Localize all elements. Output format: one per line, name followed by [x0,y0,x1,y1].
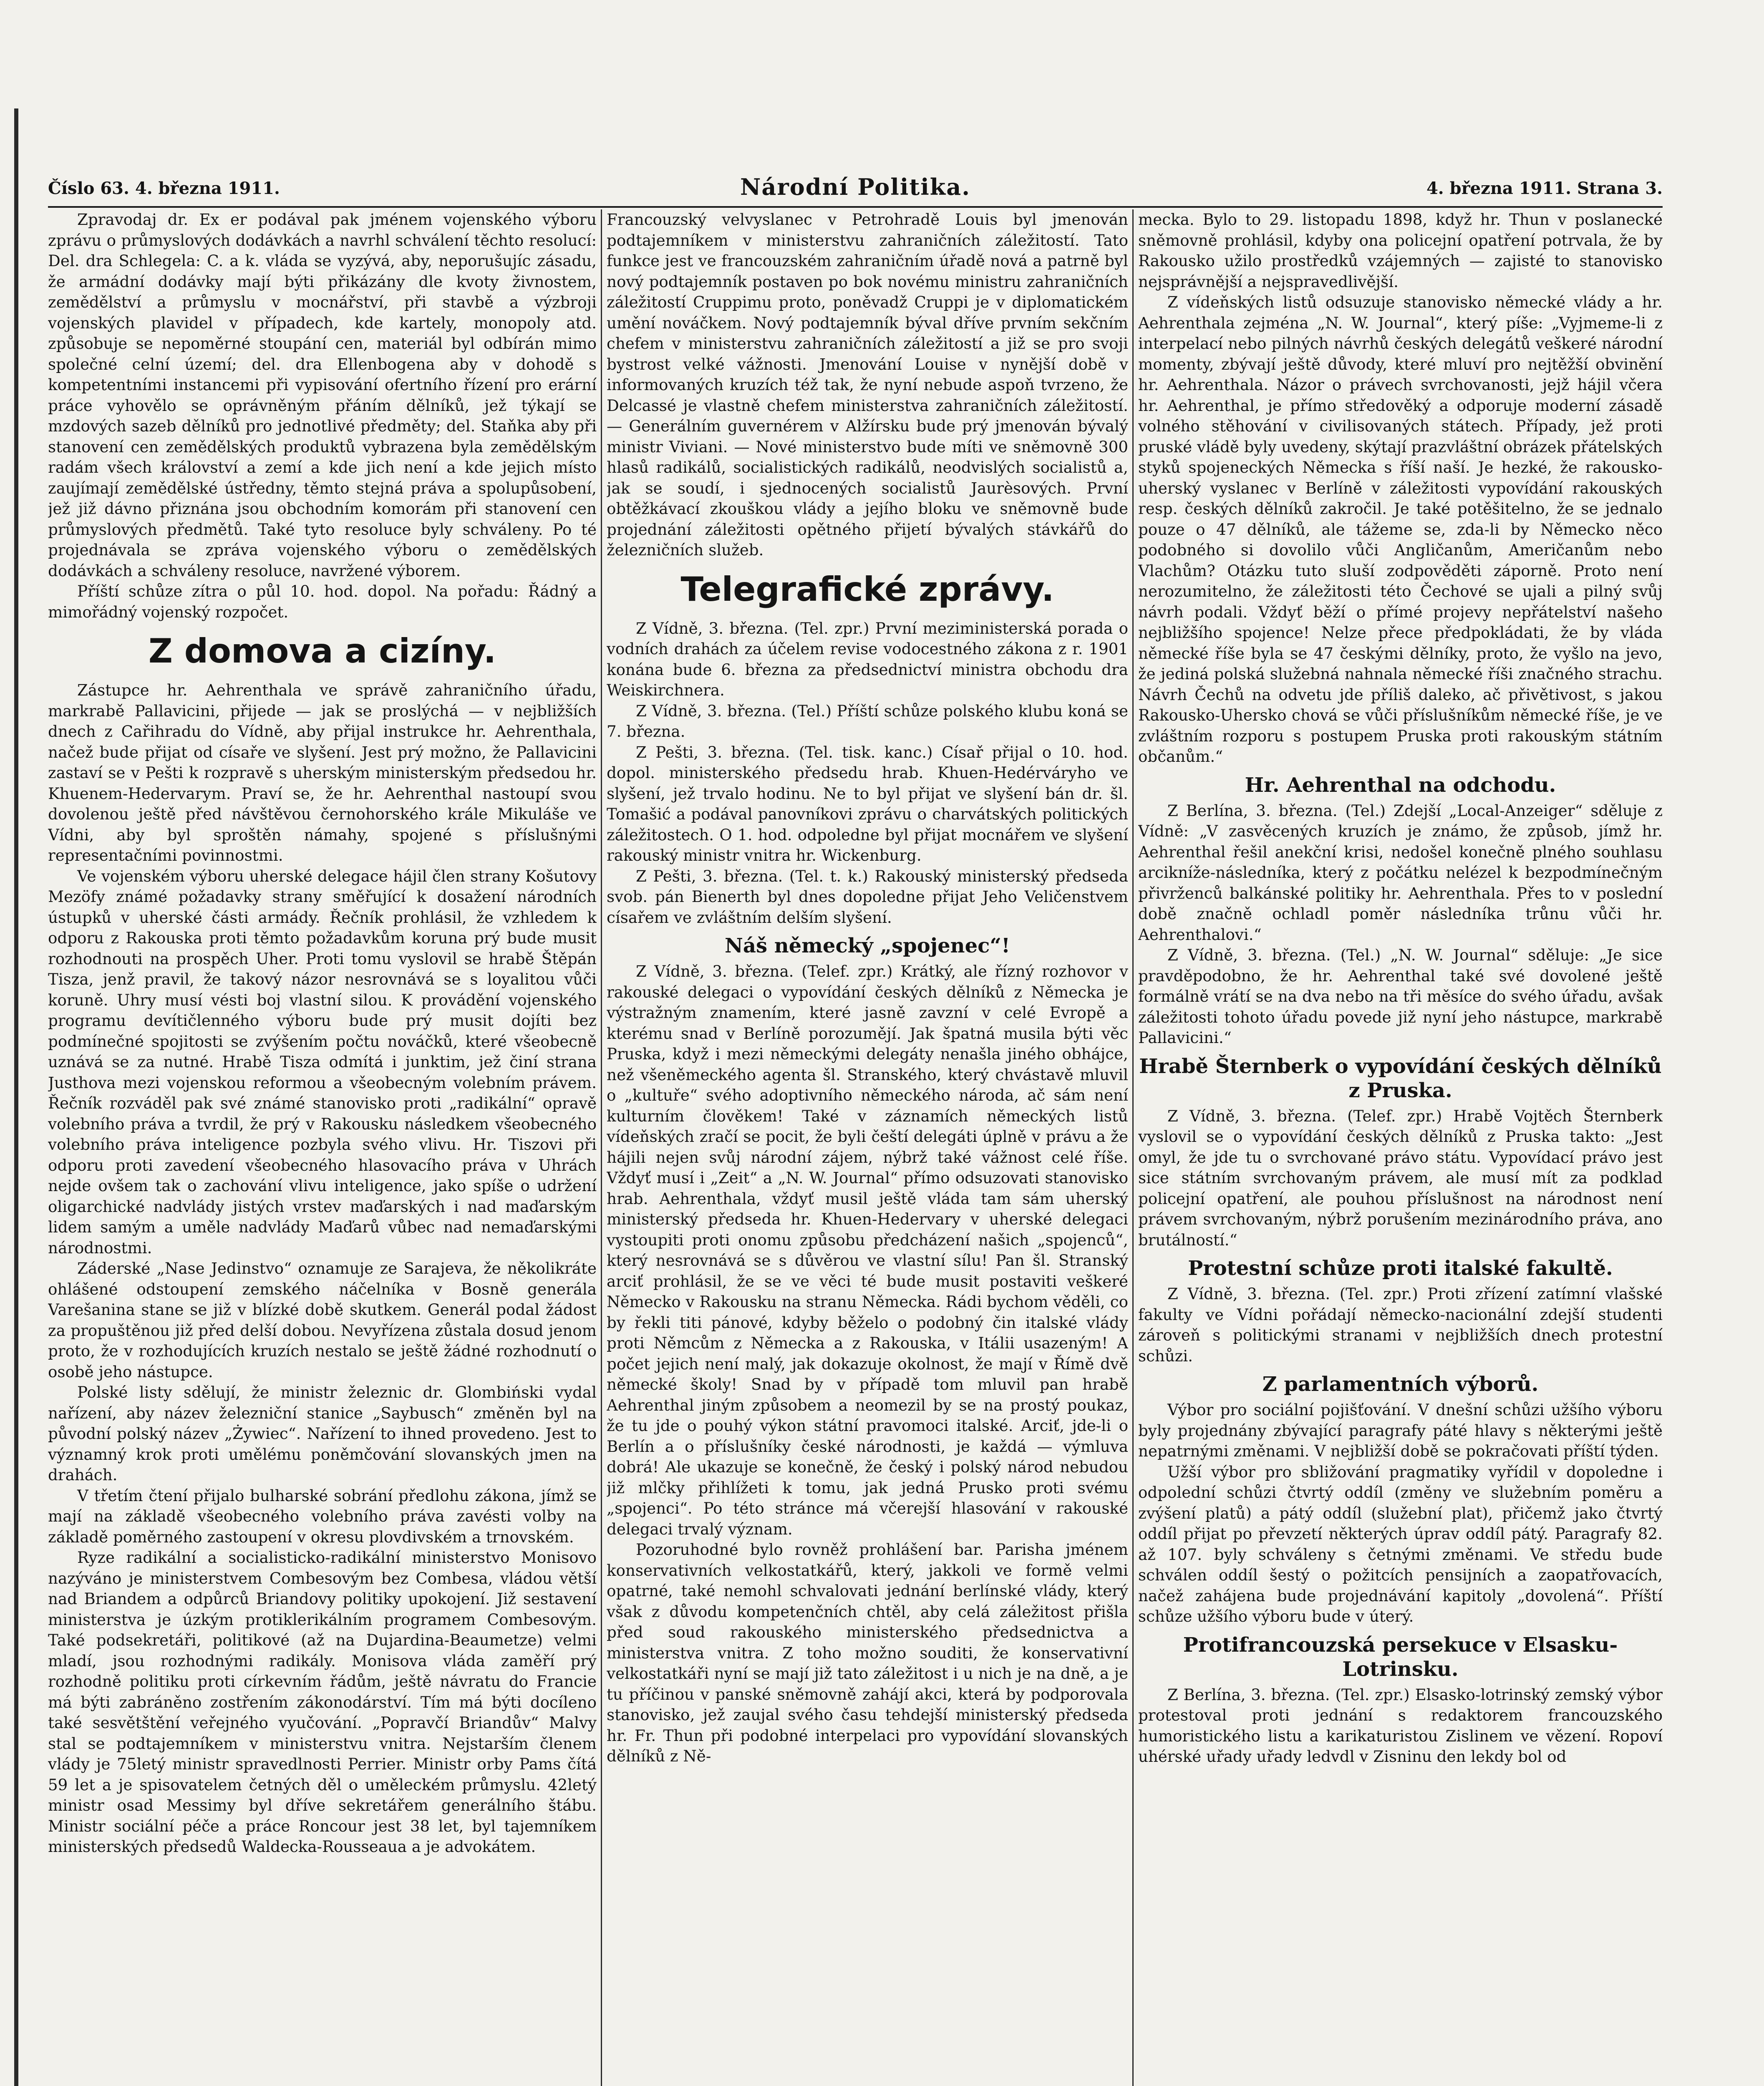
article-paragraph: Z Vídně, 3. března. (Telef. zpr.) Krátký, ale řízný rozhovor v rakouské delegaci o vypovídání českých dělníků z Německa je výstražným znamením, které jasně zavzní v celé Evropě a kterému snad v Berlíně porozumějí. Jak špatná musila býti věc Pruska, když i mezi německými delegáty nenašla jiného obhájce, než všeněmeckého agenta šl. Stranského, který chvástavě mluvil o „kultuře“ svého adoptivního německého národa, ač sám není kulturním člověkem! Také v záznamích německých listů vídeňských zračí se pocit, že byli čeští delegáti úplně v právu a že hájili nejen svůj národní zájem, nýbrž také vážnost celé říše. Vždyť musí i „Zeit“ a „N. W. Journal“ přímo odsuzovati stanovisko hrab. Aehrenthala, vždyť musil ještě vláda tam sám uherský ministerský předseda hr. Khuen-Hedervary v uherské delegaci vystoupiti proti onomu způsobu předcházení našich „spojenců“, který nesrovnává se s důvěrou ve vlastní sílu! Pan šl. Stranský arciť prohlásil, že se ve věci té bude musit postaviti veškeré Německo v Rakousku na stranu Německa. Rádi bychom věděli, co by řekli titi pánové, kdyby běželo o podobný čin italské vlády proti Němcům z Německa a z Rakouska, v Itálii usazeným! A počet jejich není malý, jak dokazuje okolnost, že mají v Římě dvě německé školy! Snad by v případě tom mluvil pan hrabě Aehrenthal jiným způsobem a neomezil by se na prostý poukaz, že tu jde o pouhý výkon státní pravomoci italské. Arciť, jde-li o Berlín a o příslušníky české národnosti, je každá — výmluva dobrá! Ale ukazuje se konečně, že český i polský národ nebudou již mlčky přihlížeti k tomu, jak jedná Prusko proti svému „spojenci“. Po této stránce má včerejší hlasování v rakouské delegaci trvalý význam. [607,962,1128,1538]
section-heading: Telegrafické zprávy. [680,569,1054,609]
article-paragraph: Pozoruhodné bylo rovněž prohlášení bar. Parisha jménem konservativních velkostatkářů, který, jakkoli ve formě velmi opatrné, také nemohl schvalovati jednání berlínské vlády, který však z důvodu kompetenčních chtěl, aby celá záležitost přišla před soud rakouského ministerského předsednictva a ministerstva vnitra. Z toho možno souditi, že konservativní velkostatkáři nyní se mají již tato záležitost i u nich je na dně, a je tu příčinou v panské sněmovně zahájí akci, která by podporovala stanovisko, jež zaujal svého času tehdejší ministerský předseda hr. Fr. Thun při podobné interpelaci pro vypovídání slovanských dělníků z Ně- [607,1540,1128,1765]
article-heading: Protestní schůze proti italské fakultě. [1188,1257,1613,1280]
article-paragraph: Zpravodaj dr. Ex er podával pak jménem vojenského výboru zprávu o průmyslových dodávkách a navrhl schválení těchto resolucí: Del. dra Schlegela: C. a k. vláda se vyzývá, aby, neporušujíc zásadu, že armádní dodávky mají býti přikázány dle kvoty živnostem, zemědělství a průmyslu v mocnářství, při stavbě a výzbroji vojenských plavidel v případech, kde kartely, monopoly atd. způsobuje se nepoměrné stoupání cen, materiál byl odbírán mimo společné celní území; del. dra Ellenbogena aby v dohodě s kompetentními instancemi při vypisování ofertního řízení pro erární práce vyhovělo se oprávněným přáním dělníků, jež týkají se mzdových sazeb dělníků pro jednotlivé předměty; del. Staňka aby při stanovení cen zemědělských produktů vybrazena byla zemědělským radám všech království a zemí a kde jich není a kde jejich místo zaujímají zemědělské ústředny, těmto stejná práva a spolupůsobení, jež již dávno přiznána jsou obchodním komorám při stanovení cen průmyslových předmětů. Také tyto resoluce byly schváleny. Po té projednávala se zpráva vojenského výboru o zemědělských dodávkách a schváleny resoluce, navržené výborem. [48,210,597,580]
article-paragraph: Ve vojenském výboru uherské delegace hájil člen strany Košutovy Mezöfy známé požadavky strany směřující k dosažení národních ústupků v uherské části armády. Řečník prohlásil, že vzhledem k odporu z Rakouska proti těmto požadavkům koruna prý bude musit rozhodnouti na prospěch Uher. Proti tomu vyslovil se hrabě Štěpán Tisza, jenž pravil, že takový názor nesrovnává se s loyalitou vůči koruně. Uhry musí vésti boj vlastní silou. K provádění vojenského programu devítičlenného výboru bude prý musit dojíti bez podmínečné spojitosti se zvýšením počtu nováčků, které všeobecně uznává se za nutné. Hrabě Tisza odmítá i junktim, jež činí strana Justhova mezi vojenskou reformou a všeobecným volebním právem. Řečník rozváděl pak své známé stanovisko proti „radikální“ opravě volebního práva a tvrdil, že prý v Rakousku následkem všeobecného volebního práva inteligence pozbyla svého vlivu. Hr. Tiszovi při odporu proti zavedení všeobecného hlasovacího práva v Uhrách nejde ovšem tak o zachování vlivu inteligence, jako spíše o udržení oligarchické nadvlády jistých vrstev maďarských i nad maďarským lidem samým a uměle nadvlády Maďarů vůbec nad nemaďarskými národnostmi. [48,867,597,1257]
column-3 [1138,209,1663,2086]
telegram-item: Z Pešti, 3. března. (Tel. t. k.) Rakouský ministerský předseda svob. pán Bienerth byl dnes dopoledne přijat Jeho Veličenstvem císařem ve zvláštním delším slyšení. [607,867,1128,927]
header-issue: Číslo 63. 4. března 1911. [48,179,280,198]
article-heading: Hr. Aehrenthal na odchodu. [1245,773,1556,797]
article-paragraph: mecka. Bylo to 29. listopadu 1898, když hr. Thun v poslanecké sněmovně prohlásil, kdyby ona policejní opatření potrvala, že by Rakousko užilo prostředků vzájemných — zajisté to stanovisko nejsprávnější a nejspravedlivější. [1138,210,1663,291]
telegram-item: Z Vídně, 3. března. (Tel.) Příští schůze polského klubu koná se 7. března. [607,701,1128,741]
article-paragraph: Polské listy sdělují, že ministr železnic dr. Glombiński vydal nařízení, aby název železniční stanice „Saybusch“ změněn byl na původní polský název „Żywiec“. Nařízení to ihned provedeno. Jest to významný krok proti umělému poněmčování slovanských jmen na drahách. [48,1383,597,1484]
article-paragraph: Výbor pro sociální pojišťování. V dnešní schůzi užšího výboru byly projednány zbývající paragrafy páté hlavy s některými ještě nepatrnými změnami. V nejbližší době se pokračovati příští týden. [1138,1401,1663,1460]
article-paragraph: Z Vídně, 3. března. (Tel. zpr.) Proti zřízení zatímní vlašské fakulty ve Vídni pořádají německo-nacionální zdejší studenti zároveň s politickými stranami v nejbližších dnech protestní schůzi. [1138,1285,1663,1365]
article-paragraph: Z Vídně, 3. března. (Tel.) „N. W. Journal“ sděluje: „Je sice pravděpodobno, že hr. Aehrenthal také své dovolené ještě formálně vrátí se na dva nebo na tři měsíce do svého úřadu, avšak záležitosti tohoto úřadu povede již nyní jeho nástupce, markrabě Pallavicini.“ [1138,946,1663,1047]
article-paragraph: Užší výbor pro sbližování pragmatiky vyřídil v dopoledne i odpolední schůzi čtvrtý oddíl (změny ve služebním poměru a zvýšení platů) a pátý oddíl (služební plat), přičemž jako čtvrtý oddíl přijat po převzetí některých úprav oddíl pátý. Paragrafy 82. až 107. byly schváleny s četnými změnami. Ve středu bude schválen oddíl šestý o požitcích pensijních a zaopatřovacích, načež zahájena bude projednávání kapitoly „dovolená“. Příští schůze užšího výboru bude v úterý. [1138,1462,1663,1625]
article-paragraph: Zástupce hr. Aehrenthala ve správě zahraničního úřadu, markrabě Pallavicini, přijede — jak se proslýchá — v nejbližších dnech z Cařihradu do Vídně, aby přijal instrukce hr. Aehrenthala, načež bude přijat od císaře ve slyšení. Jest prý možno, že Pallavicini zastaví se v Pešti k rozpravě s uherským ministerským předsedou hr. Khuenem-Hedervarym. Praví se, že hr. Aehrenthal nastoupí svou dovolenou ještě před návštěvou černohorského krále Mikuláše ve Vídni, aby byl sproštěn námahy, spojené s příslušnými representačními povinnostmi. [48,681,597,864]
article-paragraph: Z Vídně, 3. března. (Telef. zpr.) Hrabě Vojtěch Šternberk vyslovil se o vypovídání českých dělníků z Pruska takto: „Jest omyl, že jde tu o svrchované právo státu. Vypovídací právo jest sice státním svrchovaným právem, ale musí mít za podklad policejní opatření, ale pouhou příslušnost na národnost není právem svrchovaným, nýbrž porušením mezinárodního práva, ano brutálností.“ [1138,1106,1663,1249]
article-paragraph: Z Berlína, 3. března. (Tel.) Zdejší „Local-Anzeiger“ sděluje z Vídně: „V zasvěcených kruzích je známo, že způsob, jímž hr. Aehrenthal řešil anekční krisi, nedošel konečně plného souhlasu arcikníže-následníka, který z počátku nelézel k bezpodmínečným přivrženců balkánské politiky hr. Aehrenthala. Přes to v poslední době značně ochladl poměr následníka trůnu vůči hr. Aehrenthalovi.“ [1138,801,1663,944]
article-paragraph: Z vídeňských listů odsuzuje stanovisko německé vlády a hr. Aehrenthala zejména „N. W. Journal“, který píše: „Vyjmeme-li z interpelací nebo pilných návrhů českých delegátů veškeré národní momenty, zbývají ještě důvody, které mluví pro nejtěžší obvinění hr. Aehrenthala. Názor o právech svrchovanosti, jejž hájil včera hr. Aehrenthal, je přímo středověký a odporuje moderní zásadě volného stěhování v civilisovaných státech. Případy, jež proti pruské vládě byly uvedeny, skýtají prazvláštní obrázek přátelských styků spojeneckých Německa s říší naší. Je hezké, že rakousko-uherský vyslanec v Berlíně v záležitosti vypovídání rakouských resp. českých dělníků zakročil. Je také potěšitelno, že se jednalo pouze o 47 dělníků, ale tážeme se, zda-li by Německo něco podobného si dovolilo vůči Angličanům, Američanům nebo Vlachům? Otázku tuto sluší zodpověděti záporně. Proto není nerozumitelno, že záležitosti této Čechové se ujali a pilný svůj návrh podali. Vždyť běží o přímé projevy nepřátelství našeho nejbližšího spojence! Nelze přece předpokládati, že by vláda německé říše byla se 47 českými dělníky, proto, že vyšlo na jevo, že jediná polská služebná nahnala německé říši značného strachu. Návrh Čechů na odvetu jde příliš daleko, ač přivětivost, s jakou Rakousko-Uhersko chová se vůči příslušníkům německé říše, je ve zvláštním rozporu s postupem Pruska proti rakouským státním občanům.“ [1138,293,1663,766]
column-1 [48,209,597,2086]
page-header [48,171,1663,200]
article-paragraph: Příští schůze zítra o půl 10. hod. dopol. Na pořadu: Řádný a mimořádný vojenský rozpočet. [48,582,597,621]
telegram-item: Z Pešti, 3. března. (Tel. tisk. kanc.) Císař přijal o 10. hod. dopol. ministerského předsedu hrab. Khuen-Hedérváryho ve slyšení, jež trvalo hodinu. Ne to byl přijat ve slyšení bán dr. šl. Tomašić a podával panovníkovi zprávu o charvátských politických záležitostech. O 1. hod. odpoledne byl přijat mocnářem ve slyšení rakouský ministr vnitra hr. Wickenburg. [607,743,1128,864]
column-2 [607,209,1128,2086]
telegram-item: Z Vídně, 3. března. (Tel. zpr.) První meziministerská porada o vodních drahách za účelem revise vodocestného zákona z r. 1901 konána bude 6. března za předsednictví ministra obchodu dra Weiskirchnera. [607,619,1128,699]
article-paragraph: Z Berlína, 3. března. (Tel. zpr.) Elsasko-lotrinský zemský výbor protestoval proti jednání s redaktorem francouzského humoristického listu a karikaturistou Zislinem ve vězení. Ropoví uhérské uřady uřady ledvdl v Zisninu den lekdy bol od [1138,1685,1663,1766]
section-heading: Z domova a cizíny. [148,632,496,670]
article-paragraph: Záderské „Nase Jedinstvo“ oznamuje ze Sarajeva, že několikráte ohlášené odstoupení zemského náčelníka v Bosně generála Varešanina stane se již v blízké době skutkem. Generál podal žádost za propuštěnou již před delší dobou. Nevyřízena zůstala dosud jenom proto, že v rozhodujících kruzích nestalo se ještě žádné rozhodnutí o osobě jeho nástupce. [48,1259,597,1381]
article-paragraph: V třetím čtení přijalo bulharské sobrání předlohu zákona, jímž se mají na základě všeobecného volebního práva zavésti volby na základě poměrného zastoupení v okresu plovdivském a trnovském. [48,1486,597,1546]
header-date-page: 4. března 1911. Strana 3. [1426,179,1663,198]
column-divider [601,209,602,2086]
header-rule [48,206,1663,208]
masthead-title: Národní Politika. [740,174,970,200]
article-paragraph: Francouzský velvyslanec v Petrohradě Louis byl jmenován podtajemníkem v ministerstvu zahraničních záležitostí. Tato funkce jest ve francouzském zahraničním úřadě nová a patrně byl nový podtajemník postaven po bok novému ministru zahraničních záležitostí Cruppimu proto, poněvadž Cruppi je v diplomatickém umění nováčkem. Nový podtajemník býval dříve prvním sekčním chefem v ministerstvu zahraničních záležitostí a již se pro svoji bystrost velké vážnosti. Jmenování Louise v nynější době v informovaných kruzích též tak, že nyní nebude aspoň tvrzeno, že Delcassé je vlastně chefem ministerstva zahraničních záležitostí. — Generálním guvernérem v Alžírsku bude prý jmenován bývalý ministr Viviani. — Nové ministerstvo bude míti ve sněmovně 300 hlasů radikálů, socialistických radikálů, neodvislých socialistů a, jak se soudí, i sjednocených socialistů Jaurèsových. První obtěžkávací zkouškou vlády a jejího bloku ve sněmovně bude projednání záležitosti opětného přijetí bývalých stávkářů do železničních služeb. [607,210,1128,559]
article-heading: Hrabě Šternberk o vypovídání českých dělníků z Pruska. [1139,1054,1662,1102]
article-heading: Náš německý „spojenec“! [724,934,1011,957]
scan-edge-mark [14,108,18,2086]
article-paragraph: Ryze radikální a socialisticko-radikální ministerstvo Monisovo nazýváno je ministerstvem Combesovým bez Combesa, vládou větší nad Briandem a odpůrců Briandovy politiky upokojení. Již sestavení ministerstva je úzkým protiklerikálním programem Combesovým. Také podsekretáři, politikové (až na Dujardina-Beaumetze) velmi mladí, jsou rozhodnými radikály. Monisova vláda zaměří prý rozhodně politiku proti církevním řádům, ještě návratu do Francie má býti zabráněno zostřením zákonodárství. Tím má býti docíleno také sesvětštění veřejného vyučování. „Popravčí Briandův“ Malvy stal se podtajemníkem v ministerstvu vnitra. Nejstarším členem vlády je 75letý ministr spravedlnosti Perrier. Ministr orby Pams čítá 59 let a je spisovatelem četných děl o uměleckém průmyslu. 42letý ministr osad Messimy byl dříve sekretářem generálního štábu. Ministr sociální péče a práce Roncour jest 38 let, byl tajemníkem ministerských předsedů Waldecka-Rousseaua a je advokátem. [48,1548,597,1856]
article-heading: Z parlamentních výborů. [1262,1373,1539,1396]
article-heading: Protifrancouzská persekuce v Elsasku-Lotrinsku. [1183,1633,1618,1681]
column-divider [1132,209,1134,2086]
